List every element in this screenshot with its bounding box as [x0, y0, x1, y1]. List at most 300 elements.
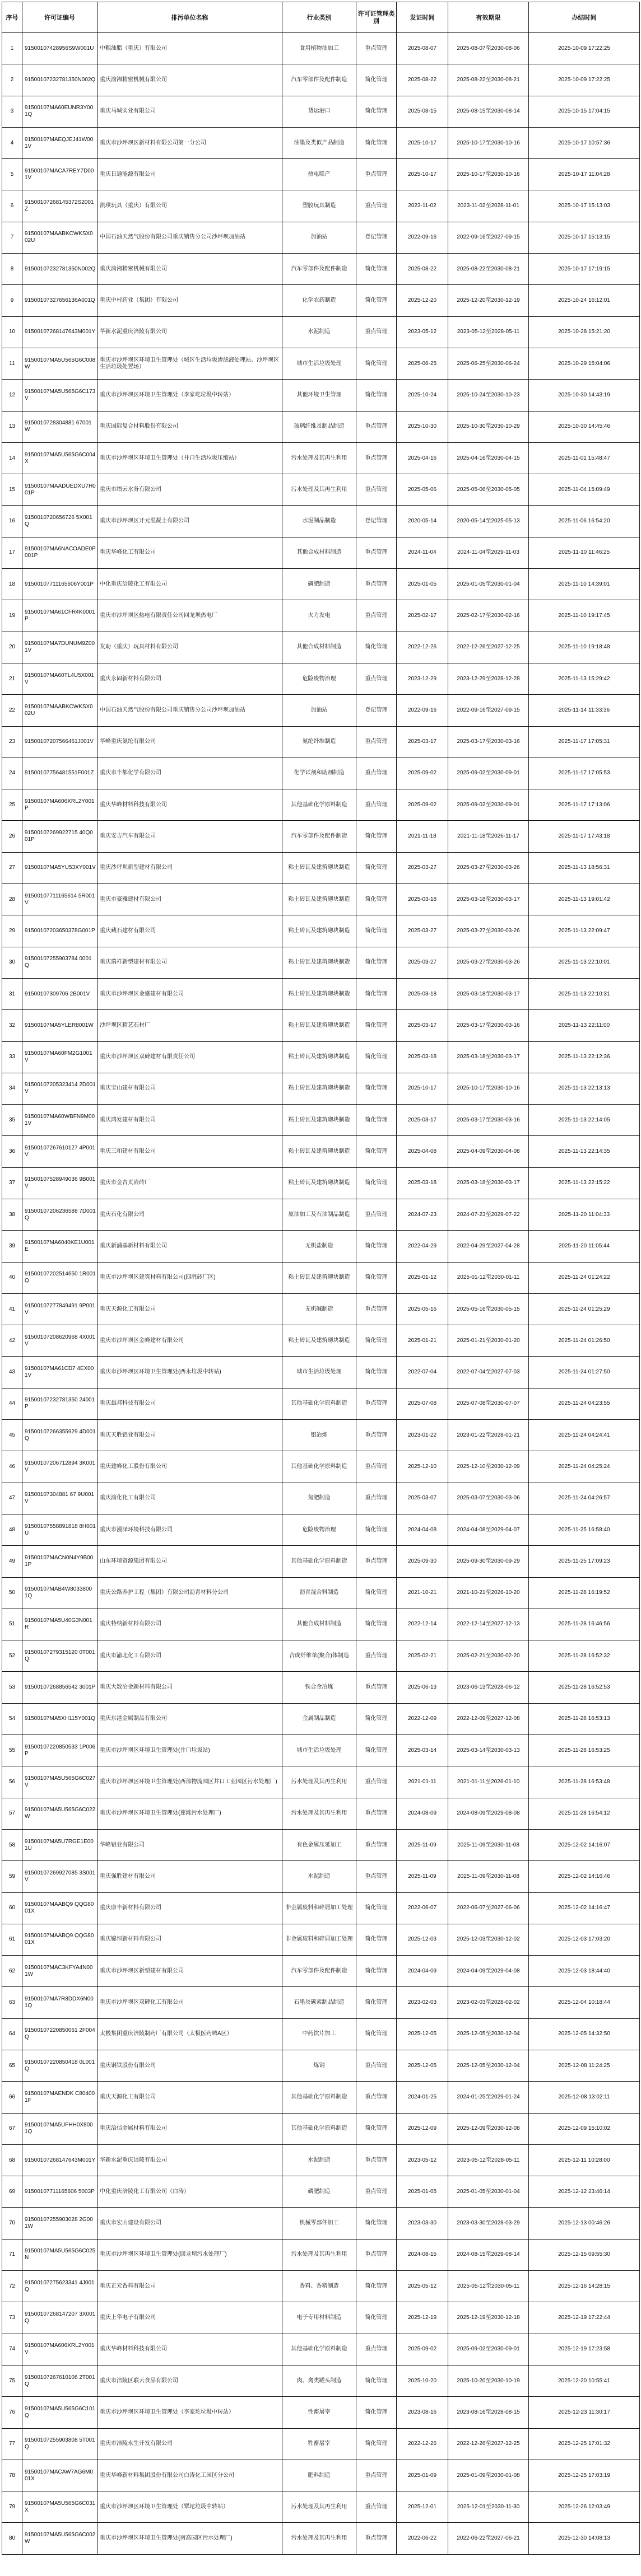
- cell-category: 重点管理: [356, 2334, 397, 2365]
- cell-index: 14: [2, 442, 22, 474]
- table-row: [2, 2176, 640, 2208]
- cell-unit-name: 重庆涪信金属材料有限公司: [97, 2113, 282, 2144]
- table-row: [2, 127, 640, 158]
- cell-category: 重点管理: [356, 1293, 397, 1325]
- cell-license-no: 91500107MA7R8DDX6N001Q: [22, 1987, 97, 2018]
- cell-industry: 性畜屠宰: [282, 2397, 356, 2428]
- cell-category: 简化管理: [356, 1262, 397, 1293]
- cell-index: 19: [2, 600, 22, 632]
- cell-category: 简化管理: [356, 1325, 397, 1357]
- cell-validity: 2023-11-02至2028-11-01: [448, 190, 529, 222]
- cell-validity: 2025-08-07至2030-08-06: [448, 33, 529, 64]
- cell-issue-date: 2025-05-16: [397, 1293, 448, 1325]
- table-row: [2, 1703, 640, 1735]
- cell-validity: 2025-02-17至2030-02-16: [448, 600, 529, 632]
- cell-handled-at: 2025-12-30 14:08:13: [529, 2523, 640, 2554]
- cell-unit-name: 重庆市豪雅建材有限公司: [97, 884, 282, 915]
- cell-license-no: 91500107528949036 9B001V: [22, 1167, 97, 1199]
- cell-issue-date: 2025-06-25: [397, 348, 448, 379]
- table-row: [2, 632, 640, 663]
- cell-issue-date: 2025-04-08: [397, 1136, 448, 1167]
- cell-unit-name: 重庆市缙云水务有限公司: [97, 474, 282, 506]
- cell-license-no: 91500107269922715 40Q001P: [22, 821, 97, 852]
- cell-license-no: 91500107277849491 9P001V: [22, 1293, 97, 1325]
- cell-index: 40: [2, 1262, 22, 1293]
- cell-handled-at: 2025-11-28 16:53:13: [529, 1703, 640, 1735]
- cell-license-no: 9150010720656726 5X001Q: [22, 506, 97, 537]
- table-row: [2, 663, 640, 694]
- cell-license-no: 91500107MAB4W8033800 1Q: [22, 1577, 97, 1609]
- cell-license-no: 91500107206712894 3K001V: [22, 1451, 97, 1483]
- cell-industry: 其他基础化学原料制造: [282, 1546, 356, 1577]
- cell-license-no: 91500107MA5YU53XY001V: [22, 852, 97, 883]
- cell-industry: 水泥制造: [282, 316, 356, 348]
- cell-index: 5: [2, 159, 22, 190]
- cell-industry: 粘土砖瓦及建筑砌块制造: [282, 1262, 356, 1293]
- cell-handled-at: 2025-12-08 13:02:11: [529, 2082, 640, 2113]
- cell-index: 3: [2, 96, 22, 127]
- cell-category: 简化管理: [356, 884, 397, 915]
- table-row: [2, 380, 640, 411]
- cell-license-no: 91500107558891818 8H001U: [22, 1514, 97, 1545]
- header-unit-name: 排污单位名称: [97, 2, 282, 33]
- cell-validity: 2022-12-26至2027-12-25: [448, 2428, 529, 2460]
- cell-unit-name: 凯琪玩具（重庆）有限公司: [97, 190, 282, 222]
- cell-unit-name: 中化重庆涪陵化工有限公司（白涛）: [97, 2176, 282, 2208]
- cell-category: 重点管理: [356, 1640, 397, 1672]
- cell-unit-name: 重庆日通能源有限公司: [97, 159, 282, 190]
- cell-issue-date: 2025-10-20: [397, 2365, 448, 2396]
- cell-category: 重点管理: [356, 1798, 397, 1829]
- cell-unit-name: 重庆安吉汽车有限公司: [97, 821, 282, 852]
- cell-license-no: 91500107232781350N002Q: [22, 254, 97, 285]
- table-row: [2, 695, 640, 726]
- cell-unit-name: 重庆市沙坪坝区环境卫生管理处(南高园区污水处理厂): [97, 2523, 282, 2554]
- table-row: [2, 1577, 640, 1609]
- cell-industry: 其他基础化学原料制造: [282, 789, 356, 821]
- cell-category: 简化管理: [356, 1167, 397, 1199]
- cell-license-no: 91500107304881 67 9U001V: [22, 1483, 97, 1514]
- cell-industry: 粘土砖瓦及建筑砌块制造: [282, 915, 356, 947]
- cell-issue-date: 2025-12-03: [397, 1924, 448, 1955]
- cell-unit-name: 重庆市涪陵永生开发有限公司: [97, 2428, 282, 2460]
- cell-validity: 2024-08-15至2029-08-14: [448, 2239, 529, 2270]
- cell-handled-at: 2025-10-15 17:04:15: [529, 96, 640, 127]
- cell-issue-date: 2025-12-09: [397, 2113, 448, 2144]
- cell-license-no: 91500107MA60EUNR3Y001Q: [22, 96, 97, 127]
- cell-validity: 2022-07-04至2027-07-03: [448, 1357, 529, 1388]
- table-row: [2, 190, 640, 222]
- cell-issue-date: 2025-08-15: [397, 96, 448, 127]
- cell-license-no: 91500107232781350N002Q: [22, 64, 97, 96]
- cell-index: 54: [2, 1703, 22, 1735]
- cell-unit-name: 重庆永固新材料有限公司: [97, 663, 282, 694]
- cell-industry: 其他基础化学原料制造: [282, 1451, 356, 1483]
- cell-unit-name: 重庆上华电子有限公司: [97, 2302, 282, 2334]
- cell-industry: 城市生活垃圾处理: [282, 1357, 356, 1388]
- cell-license-no: 91500107275623341 4J001Q: [22, 2271, 97, 2302]
- cell-industry: 其他基础化学原料制造: [282, 2082, 356, 2113]
- cell-category: 重点管理: [356, 1483, 397, 1514]
- cell-unit-name: 重庆石化有限公司: [97, 1199, 282, 1230]
- cell-category: 重点管理: [356, 2144, 397, 2176]
- cell-unit-name: 华新水泥重庆涪陵有限公司: [97, 316, 282, 348]
- table-row: [2, 159, 640, 190]
- cell-industry: 其他合成材料制造: [282, 632, 356, 663]
- cell-index: 13: [2, 411, 22, 442]
- cell-handled-at: 2025-12-19 17:23:58: [529, 2334, 640, 2365]
- cell-unit-name: 重庆市沙坪坝区环境卫生管理处(莲滩污水处理厂): [97, 1798, 282, 1829]
- table-row: [2, 852, 640, 883]
- cell-category: 简化管理: [356, 2018, 397, 2050]
- cell-handled-at: 2025-11-25 17:09:23: [529, 1546, 640, 1577]
- cell-category: 重点管理: [356, 1388, 397, 1419]
- cell-index: 68: [2, 2144, 22, 2176]
- cell-industry: 粘土砖瓦及建筑砌块制造: [282, 1105, 356, 1136]
- cell-index: 55: [2, 1735, 22, 1766]
- cell-index: 70: [2, 2208, 22, 2239]
- table-row: [2, 285, 640, 316]
- cell-issue-date: 2025-09-02: [397, 758, 448, 789]
- cell-category: 简化管理: [356, 2365, 397, 2396]
- cell-issue-date: 2023-12-29: [397, 663, 448, 694]
- cell-validity: 2020-05-14至2025-05-13: [448, 506, 529, 537]
- cell-validity: 2025-12-19至2030-12-18: [448, 2302, 529, 2334]
- table-row: [2, 1136, 640, 1167]
- cell-validity: 2024-04-08至2029-04-07: [448, 1514, 529, 1545]
- cell-validity: 2025-03-18至2030-03-17: [448, 978, 529, 1009]
- cell-category: 简化管理: [356, 1231, 397, 1262]
- cell-category: 重点管理: [356, 1861, 397, 1892]
- cell-validity: 2025-09-02至2030-09-01: [448, 789, 529, 821]
- cell-index: 51: [2, 1609, 22, 1640]
- cell-issue-date: 2022-06-22: [397, 2523, 448, 2554]
- cell-index: 29: [2, 915, 22, 947]
- table-row: [2, 64, 640, 96]
- header-validity: 有效期限: [448, 2, 529, 33]
- cell-handled-at: 2025-11-24 01:24:22: [529, 1262, 640, 1293]
- cell-license-no: 91500107205323414 2D001V: [22, 1073, 97, 1104]
- cell-category: 重点管理: [356, 442, 397, 474]
- table-row: [2, 2460, 640, 2491]
- cell-index: 12: [2, 380, 22, 411]
- cell-index: 59: [2, 1861, 22, 1892]
- cell-validity: 2021-01-11至2026-01-10: [448, 1766, 529, 1798]
- cell-category: 简化管理: [356, 348, 397, 379]
- cell-industry: 玻璃纤维及制品制造: [282, 411, 356, 442]
- table-row: [2, 1514, 640, 1545]
- table-row: [2, 1073, 640, 1104]
- cell-handled-at: 2025-10-17 15:13:03: [529, 190, 640, 222]
- table-row: [2, 316, 640, 348]
- cell-industry: 汽车零部件及配件制造: [282, 254, 356, 285]
- cell-issue-date: 2025-03-17: [397, 1105, 448, 1136]
- table-row: [2, 2491, 640, 2523]
- cell-license-no: 91500107MA5U565G6C027V: [22, 1766, 97, 1798]
- cell-index: 24: [2, 758, 22, 789]
- cell-validity: 2025-10-17至2030-10-16: [448, 1073, 529, 1104]
- cell-index: 31: [2, 978, 22, 1009]
- cell-category: 重点管理: [356, 1451, 397, 1483]
- cell-category: 重点管理: [356, 663, 397, 694]
- cell-industry: 粘土砖瓦及建筑砌块制造: [282, 1325, 356, 1357]
- cell-unit-name: 重庆新浦基新材料有限公司: [97, 1231, 282, 1262]
- cell-handled-at: 2025-11-17 17:13:06: [529, 789, 640, 821]
- cell-category: 简化管理: [356, 254, 397, 285]
- table-row: [2, 1231, 640, 1262]
- cell-index: 16: [2, 506, 22, 537]
- cell-index: 38: [2, 1199, 22, 1230]
- cell-validity: 2024-04-09至2029-04-08: [448, 1956, 529, 1987]
- cell-category: 重点管理: [356, 2050, 397, 2082]
- cell-category: 简化管理: [356, 1892, 397, 1924]
- cell-handled-at: 2025-11-24 01:25:29: [529, 1293, 640, 1325]
- cell-index: 53: [2, 1672, 22, 1703]
- cell-license-no: 91500107MA60FM2G1001V: [22, 1041, 97, 1073]
- cell-industry: 原油加工及石油制品制造: [282, 1199, 356, 1230]
- cell-handled-at: 2025-10-17 11:04:28: [529, 159, 640, 190]
- table-row: [2, 2208, 640, 2239]
- cell-issue-date: 2025-12-01: [397, 2491, 448, 2523]
- cell-industry: 其他基础化学原料制造: [282, 2113, 356, 2144]
- cell-validity: 2025-12-01至2030-11-30: [448, 2491, 529, 2523]
- cell-unit-name: 重庆市沙坪坝区环境卫生管理处（李家坨垃圾中转站）: [97, 2397, 282, 2428]
- cell-handled-at: 2025-11-10 11:46:25: [529, 537, 640, 568]
- cell-unit-name: 重庆瑞祥新型建材有限公司: [97, 947, 282, 978]
- cell-issue-date: 2025-09-02: [397, 2334, 448, 2365]
- cell-validity: 2025-07-08至2030-07-07: [448, 1388, 529, 1419]
- cell-index: 79: [2, 2491, 22, 2523]
- cell-license-no: 91500107220850533 1P006P: [22, 1735, 97, 1766]
- cell-validity: 2025-10-17至2030-10-16: [448, 127, 529, 158]
- cell-industry: 铁合金冶炼: [282, 1672, 356, 1703]
- cell-issue-date: 2023-03-30: [397, 2208, 448, 2239]
- cell-unit-name: 重庆市沙坪坝区环境卫生管理处(西永垃圾中转站): [97, 1357, 282, 1388]
- cell-handled-at: 2025-12-11 10:28:00: [529, 2144, 640, 2176]
- cell-industry: 电子专用材料制造: [282, 2302, 356, 2334]
- cell-validity: 2023-03-30至2028-03-29: [448, 2208, 529, 2239]
- cell-handled-at: 2025-11-24 01:27:50: [529, 1357, 640, 1388]
- cell-license-no: 9150010728304881 67001W: [22, 411, 97, 442]
- cell-industry: 危险废物治理: [282, 663, 356, 694]
- cell-issue-date: 2025-03-27: [397, 947, 448, 978]
- cell-handled-at: 2025-12-04 10:18:44: [529, 1987, 640, 2018]
- cell-issue-date: 2025-03-27: [397, 852, 448, 883]
- cell-license-no: 91500107MA5U565G6C022W: [22, 1798, 97, 1829]
- cell-handled-at: 2025-12-15 09:55:30: [529, 2239, 640, 2270]
- cell-category: 简化管理: [356, 1703, 397, 1735]
- cell-category: 重点管理: [356, 2082, 397, 2113]
- cell-unit-name: 重庆市沙坪坝区环境卫生管理处(西部物流园区井口工业园区污水处理厂): [97, 1766, 282, 1798]
- cell-index: 41: [2, 1293, 22, 1325]
- cell-issue-date: 2022-09-16: [397, 222, 448, 253]
- cell-handled-at: 2025-12-02 14:16:46: [529, 1861, 640, 1892]
- cell-unit-name: 华峰重庆氨纶有限公司: [97, 726, 282, 758]
- cell-issue-date: 2023-01-22: [397, 1420, 448, 1451]
- table-row: [2, 474, 640, 506]
- cell-handled-at: 2025-11-13 22:11:00: [529, 1010, 640, 1041]
- table-row: [2, 2050, 640, 2082]
- cell-handled-at: 2025-11-28 16:52:32: [529, 1640, 640, 1672]
- cell-industry: 炼钢: [282, 2050, 356, 2082]
- cell-index: 6: [2, 190, 22, 222]
- cell-issue-date: 2025-03-18: [397, 1041, 448, 1073]
- cell-category: 重点管理: [356, 1829, 397, 1860]
- cell-unit-name: 重庆市丰都化学有限公司: [97, 758, 282, 789]
- cell-unit-name: 重庆市沙坪坝区金峰建材有限公司: [97, 1325, 282, 1357]
- table-body: [2, 33, 640, 2555]
- cell-license-no: 91500107268147643M001Y: [22, 2144, 97, 2176]
- header-license-no: 许可证编号: [22, 2, 97, 33]
- cell-index: 8: [2, 254, 22, 285]
- cell-category: 简化管理: [356, 2428, 397, 2460]
- cell-validity: 2025-09-02至2030-09-01: [448, 2334, 529, 2365]
- cell-industry: 危险废物治理: [282, 1514, 356, 1545]
- cell-issue-date: 2021-11-18: [397, 821, 448, 852]
- cell-category: 简化管理: [356, 1924, 397, 1955]
- cell-validity: 2025-11-09至2030-11-08: [448, 1861, 529, 1892]
- cell-issue-date: 2025-03-27: [397, 915, 448, 947]
- cell-license-no: 91500107MA61CD7 4EX001V: [22, 1357, 97, 1388]
- cell-license-no: 91500107MACN0N4Y9B001P: [22, 1546, 97, 1577]
- table-row: [2, 758, 640, 789]
- cell-index: 60: [2, 1892, 22, 1924]
- cell-validity: 2025-12-03至2030-12-02: [448, 1924, 529, 1955]
- cell-category: 重点管理: [356, 1546, 397, 1577]
- table-row: [2, 1293, 640, 1325]
- cell-license-no: 91500107268147207 3X001Q: [22, 2302, 97, 2334]
- cell-industry: 铝冶炼: [282, 1420, 356, 1451]
- cell-issue-date: 2024-01-25: [397, 2082, 448, 2113]
- cell-index: 47: [2, 1483, 22, 1514]
- cell-validity: 2025-01-12至2030-01-11: [448, 1262, 529, 1293]
- cell-unit-name: 重庆渝化化工有限公司: [97, 1483, 282, 1514]
- cell-handled-at: 2025-11-28 16:19:52: [529, 1577, 640, 1609]
- cell-issue-date: 2023-05-12: [397, 2144, 448, 2176]
- cell-validity: 2025-09-30至2030-09-29: [448, 1546, 529, 1577]
- cell-unit-name: 重庆马城实业有限公司: [97, 96, 282, 127]
- cell-unit-name: 重庆雄邦科技有限公司: [97, 1388, 282, 1419]
- cell-issue-date: 2025-11-09: [397, 1861, 448, 1892]
- cell-license-no: 91500107207566461J001V: [22, 726, 97, 758]
- cell-industry: 粘土砖瓦及建筑砌块制造: [282, 978, 356, 1009]
- table-row: [2, 1167, 640, 1199]
- cell-industry: 水泥制造: [282, 2144, 356, 2176]
- cell-validity: 2025-10-20至2030-10-19: [448, 2365, 529, 2396]
- cell-issue-date: 2024-04-09: [397, 1956, 448, 1987]
- cell-unit-name: 重庆天源化工有限公司: [97, 2082, 282, 2113]
- cell-license-no: 91500107327656136A001Q: [22, 285, 97, 316]
- cell-category: 简化管理: [356, 285, 397, 316]
- cell-unit-name: 友助（重庆）玩具材料有限公司: [97, 632, 282, 663]
- cell-category: 重点管理: [356, 2176, 397, 2208]
- cell-unit-name: 重庆市沙坪坝区环境卫生管理处(井口垃圾站): [97, 1735, 282, 1766]
- cell-index: 63: [2, 1987, 22, 2018]
- cell-industry: 肥料制造: [282, 2460, 356, 2491]
- cell-category: 简化管理: [356, 2302, 397, 2334]
- cell-category: 简化管理: [356, 1514, 397, 1545]
- cell-issue-date: 2022-12-26: [397, 632, 448, 663]
- cell-unit-name: 重庆市沙坪坝区建筑材料有限公司(四胜砖厂区): [97, 1262, 282, 1293]
- table-row: [2, 2018, 640, 2050]
- cell-index: 30: [2, 947, 22, 978]
- cell-index: 23: [2, 726, 22, 758]
- cell-validity: 2022-09-16至2027-09-15: [448, 222, 529, 253]
- cell-license-no: 91500107MA5UFHH0X8001Q: [22, 2113, 97, 2144]
- cell-issue-date: 2025-03-17: [397, 726, 448, 758]
- cell-unit-name: 重庆华峰新材料集团股份有限公司白涛化工园区分公司: [97, 2460, 282, 2491]
- cell-validity: 2023-12-29至2028-12-28: [448, 663, 529, 694]
- cell-license-no: 91500107MA61CFR4K0001P: [22, 600, 97, 632]
- cell-validity: 2025-03-18至2030-03-17: [448, 884, 529, 915]
- cell-category: 重点管理: [356, 474, 397, 506]
- cell-license-no: 91500107MAENDK C804001F: [22, 2082, 97, 2113]
- cell-handled-at: 2025-11-25 16:58:40: [529, 1514, 640, 1545]
- cell-handled-at: 2025-11-04 15:09:49: [529, 474, 640, 506]
- cell-validity: 2025-12-20至2030-12-19: [448, 285, 529, 316]
- cell-handled-at: 2025-11-13 22:10:01: [529, 947, 640, 978]
- cell-category: 简化管理: [356, 2208, 397, 2239]
- cell-validity: 2025-10-30至2030-10-29: [448, 411, 529, 442]
- cell-issue-date: 2023-08-16: [397, 2397, 448, 2428]
- cell-issue-date: 2022-04-29: [397, 1231, 448, 1262]
- cell-category: 简化管理: [356, 1136, 397, 1167]
- table-row: [2, 33, 640, 64]
- cell-industry: 塑胶玩具制造: [282, 190, 356, 222]
- cell-issue-date: 2025-10-17: [397, 159, 448, 190]
- table-row: [2, 254, 640, 285]
- cell-issue-date: 2022-07-04: [397, 1357, 448, 1388]
- cell-category: 重点管理: [356, 1672, 397, 1703]
- cell-unit-name: 重庆沙坪坝新型建材有限公司: [97, 852, 282, 883]
- cell-index: 34: [2, 1073, 22, 1104]
- cell-validity: 2025-12-05至2030-12-04: [448, 2050, 529, 2082]
- cell-license-no: 91500107MA5U565G6C101Q: [22, 2397, 97, 2428]
- cell-handled-at: 2025-11-13 22:15:22: [529, 1167, 640, 1199]
- cell-license-no: 91500107711165614 5R001V: [22, 884, 97, 915]
- cell-issue-date: 2025-05-12: [397, 2271, 448, 2302]
- cell-category: 登记管理: [356, 222, 397, 253]
- cell-validity: 2025-03-17至2030-03-16: [448, 726, 529, 758]
- cell-industry: 污水处理及其再生利用: [282, 2239, 356, 2270]
- table-row: [2, 978, 640, 1009]
- cell-license-no: 91500107MA5U7RGE1E001U: [22, 1829, 97, 1860]
- cell-license-no: 91500107255903784 0001Q: [22, 947, 97, 978]
- table-row: [2, 348, 640, 379]
- cell-validity: 2024-08-09至2029-08-08: [448, 1798, 529, 1829]
- cell-category: 重点管理: [356, 411, 397, 442]
- cell-industry: 其他合成材料制造: [282, 537, 356, 568]
- cell-index: 71: [2, 2239, 22, 2270]
- cell-issue-date: 2025-11-09: [397, 1829, 448, 1860]
- cell-handled-at: 2025-12-25 17:01:32: [529, 2428, 640, 2460]
- table-row: [2, 1105, 640, 1136]
- cell-validity: 2025-12-09至2030-12-08: [448, 2113, 529, 2144]
- cell-issue-date: 2023-05-12: [397, 316, 448, 348]
- cell-unit-name: 重庆市沙坪坝区金盛建材有限公司: [97, 978, 282, 1009]
- cell-category: 重点管理: [356, 2491, 397, 2523]
- cell-license-no: 91500107MAABQ9 QQG8001X: [22, 1892, 97, 1924]
- cell-license-no: 91500107268145372S2001Z: [22, 190, 97, 222]
- cell-handled-at: 2025-11-24 04:26:57: [529, 1483, 640, 1514]
- cell-issue-date: 2022-06-07: [397, 1892, 448, 1924]
- cell-license-no: 91500107MA6NACOADE0P001P: [22, 537, 97, 568]
- cell-index: 20: [2, 632, 22, 663]
- cell-validity: 2025-03-18至2030-03-17: [448, 1167, 529, 1199]
- cell-handled-at: 2025-11-10 19:18:48: [529, 632, 640, 663]
- cell-industry: 污水处理及其再生利用: [282, 474, 356, 506]
- cell-handled-at: 2025-11-28 16:52:53: [529, 1672, 640, 1703]
